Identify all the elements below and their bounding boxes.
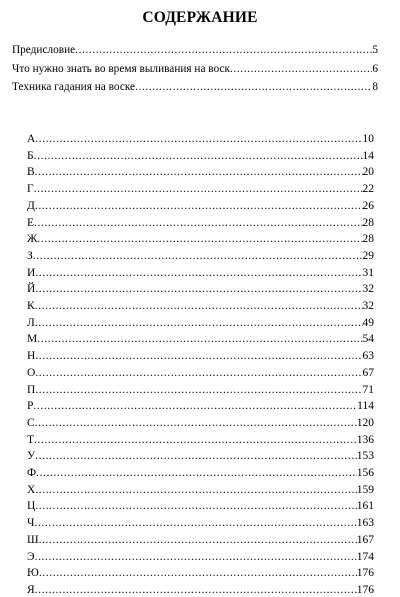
letter-entry[interactable]	[27, 551, 374, 564]
dot-leader	[36, 467, 357, 480]
letter-entry-label: Ж	[27, 233, 38, 246]
dot-leader	[34, 517, 356, 530]
dot-leader	[33, 400, 357, 413]
letter-entry[interactable]	[27, 300, 374, 313]
letter-entry[interactable]	[27, 367, 374, 380]
letter-entry-label: С	[27, 416, 35, 429]
dot-leader	[35, 133, 362, 146]
letter-entry-page-number: 28	[362, 233, 374, 246]
letter-entry[interactable]	[27, 467, 374, 480]
letter-entry-page-number: 120	[356, 416, 374, 429]
letter-entry[interactable]	[27, 434, 374, 447]
letter-entry-label: Ю	[27, 567, 39, 580]
letter-entry-label: М	[27, 333, 38, 346]
letter-entry-page-number: 49	[362, 316, 374, 329]
letter-entry-label: З	[27, 249, 33, 262]
toc-entry-label: Что нужно знать во время выливания на воск	[12, 62, 230, 75]
toc-entry-label: Предисловие	[12, 44, 76, 56]
toc-entry[interactable]	[12, 44, 378, 57]
letter-entry[interactable]	[27, 500, 374, 513]
letter-entry-label: В	[27, 166, 35, 179]
letter-entry-label: А	[27, 133, 36, 145]
dot-leader	[35, 367, 362, 380]
letter-entry-page-number: 14	[362, 149, 374, 162]
dot-leader	[39, 534, 357, 547]
letter-entry-label: Ч	[27, 517, 35, 530]
toc-entry-label: Техника гадания на воске	[12, 81, 136, 93]
letter-entry-page-number: 163	[356, 517, 374, 530]
letter-entry[interactable]	[27, 450, 374, 463]
toc-entry[interactable]	[12, 81, 378, 94]
dot-leader	[35, 350, 362, 363]
dot-leader	[35, 317, 363, 330]
dot-leader	[35, 584, 357, 597]
dot-leader	[39, 567, 357, 580]
letter-entry-page-number: 26	[362, 199, 374, 212]
letter-entry[interactable]	[27, 283, 374, 296]
dot-leader	[35, 267, 362, 280]
letter-entry-page-number: 167	[356, 533, 374, 546]
letter-entry[interactable]	[27, 250, 374, 263]
letter-entry-page-number: 32	[362, 300, 374, 312]
letter-entry-page-number: 63	[362, 350, 374, 363]
letter-entry-label: Х	[27, 483, 36, 496]
letter-entry-label: К	[27, 300, 35, 312]
letter-entry[interactable]	[27, 267, 374, 280]
letter-entry-page-number: 161	[356, 500, 374, 513]
dot-leader	[37, 233, 362, 246]
letter-entry[interactable]	[27, 384, 374, 397]
dot-leader	[75, 44, 372, 57]
letter-entry-page-number: 67	[362, 366, 374, 379]
letter-entry-label: Д	[27, 199, 35, 212]
letter-entry-label: Ш	[27, 533, 39, 546]
letter-entry[interactable]	[27, 317, 374, 330]
letter-entry-label: Ц	[27, 500, 36, 513]
letter-entry-page-number: 176	[356, 567, 374, 580]
dot-leader	[35, 417, 357, 430]
letter-entry-label: Г	[27, 183, 34, 196]
letter-entry[interactable]	[27, 183, 374, 196]
letter-entry-page-number: 153	[356, 450, 374, 463]
letter-entry[interactable]	[27, 350, 374, 363]
dot-leader	[35, 166, 363, 179]
letter-entry-label: О	[27, 366, 36, 379]
letter-entry[interactable]	[27, 534, 374, 547]
letter-entry[interactable]	[27, 567, 374, 580]
letter-entry-page-number: 54	[362, 333, 374, 346]
page-title: СОДЕРЖАНИЕ	[142, 9, 258, 26]
letter-entry-label: Й	[27, 283, 36, 296]
letter-entry[interactable]	[27, 400, 374, 413]
dot-leader	[35, 551, 357, 564]
dot-leader	[35, 484, 356, 497]
dot-leader	[34, 217, 362, 230]
letter-entry-page-number: 156	[356, 467, 374, 479]
letter-entry-label: Н	[27, 350, 36, 363]
toc-entry[interactable]	[12, 63, 378, 76]
letter-entry[interactable]	[27, 133, 374, 146]
letter-entry-page-number: 20	[362, 166, 374, 179]
dot-leader	[37, 333, 362, 346]
dot-leader	[35, 450, 357, 463]
dot-leader	[135, 81, 372, 94]
dot-leader	[35, 384, 362, 397]
dot-leader	[35, 500, 356, 513]
letter-entry-page-number: 136	[356, 433, 374, 446]
dot-leader	[35, 300, 363, 313]
dot-leader	[230, 63, 372, 76]
letter-entry[interactable]	[27, 484, 374, 497]
dot-leader	[34, 183, 363, 196]
toc-entry-page-number: 8	[372, 81, 378, 93]
dot-leader	[33, 250, 363, 263]
letter-entry-label: Р	[27, 400, 34, 413]
letter-entry-label: Я	[27, 583, 35, 596]
letter-entry-page-number: 29	[362, 249, 374, 262]
letter-entry-label: Е	[27, 216, 35, 229]
letter-entry-label: У	[27, 450, 36, 463]
letter-entry-page-number: 22	[362, 183, 374, 196]
letter-entry-page-number: 114	[357, 400, 374, 413]
dot-leader	[34, 150, 363, 163]
letter-entry-label: И	[27, 266, 36, 279]
letter-entry[interactable]	[27, 200, 374, 213]
letter-entry[interactable]	[27, 166, 374, 179]
letter-entry[interactable]	[27, 217, 374, 230]
letter-entry-label: Л	[27, 316, 35, 329]
dot-leader	[34, 434, 357, 447]
toc-entry-page-number: 5	[372, 44, 378, 56]
letter-entry-page-number: 10	[362, 133, 374, 145]
letter-entry[interactable]	[27, 584, 374, 597]
letter-entry-page-number: 28	[362, 216, 374, 229]
letter-entry-label: Б	[27, 149, 34, 162]
letter-entry[interactable]	[27, 233, 374, 246]
letter-entry[interactable]	[27, 417, 374, 430]
letter-entry-page-number: 174	[356, 550, 374, 563]
dot-leader	[35, 283, 362, 296]
letter-entry-page-number: 159	[356, 483, 374, 496]
letter-entry-page-number: 176	[356, 583, 374, 596]
letter-entry[interactable]	[27, 150, 374, 163]
toc-entry-page-number: 6	[372, 62, 378, 75]
letter-entry[interactable]	[27, 333, 374, 346]
letter-entry-label: Т	[27, 433, 35, 446]
letter-entry-page-number: 31	[362, 266, 374, 279]
letter-entry[interactable]	[27, 517, 374, 530]
letter-entry-label: Ф	[27, 467, 37, 479]
dot-leader	[35, 200, 363, 213]
letter-entry-page-number: 32	[362, 283, 374, 296]
letter-entry-page-number: 71	[362, 383, 374, 396]
letter-entry-label: Э	[27, 550, 35, 563]
letter-entry-label: П	[27, 383, 36, 396]
